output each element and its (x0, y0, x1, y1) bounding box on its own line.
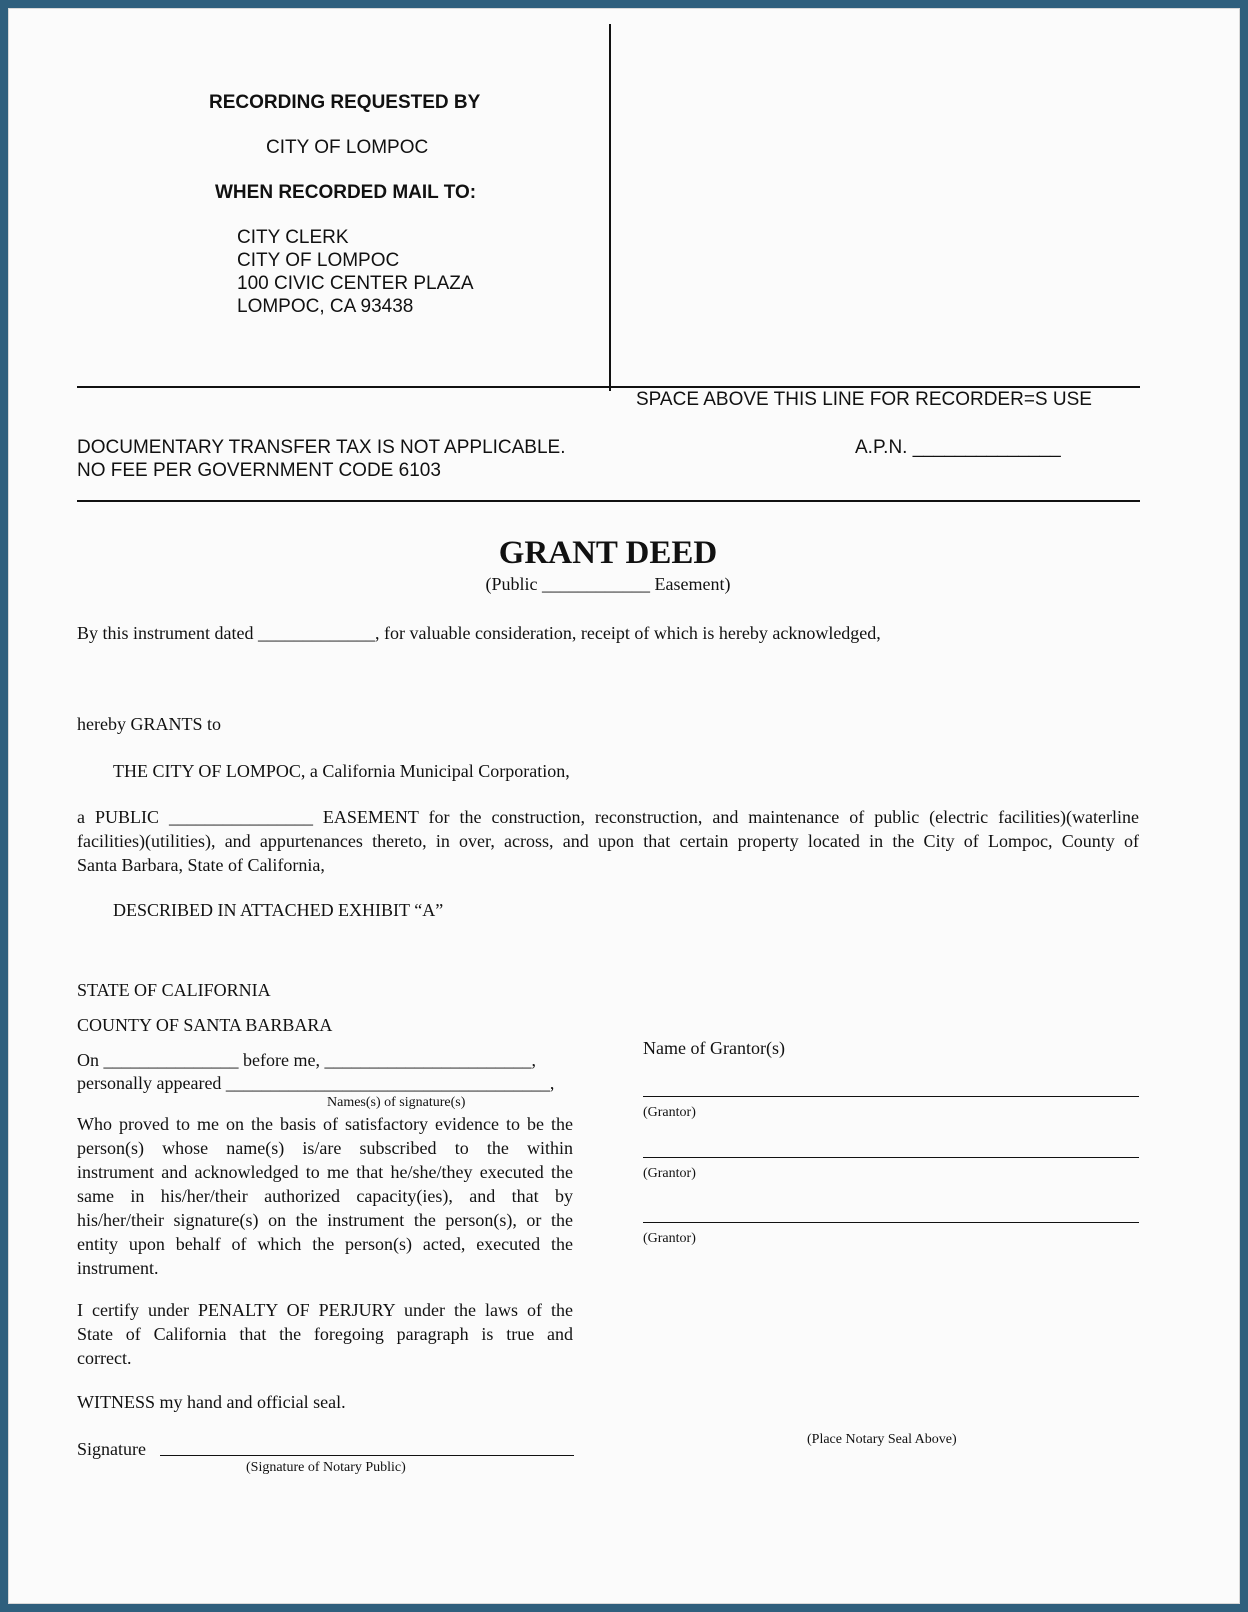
recorder-space-note: SPACE ABOVE THIS LINE FOR RECORDER=S USE (636, 389, 1092, 410)
signature-line (160, 1455, 574, 1456)
proof-line: instrument. (77, 1258, 159, 1278)
easement-line: facilities)(utilities), and appurtenances thereto, in over, across, and upon that certain property located in the City of Lompoc, County of (77, 831, 1139, 851)
address-line: 100 CIVIC CENTER PLAZA (237, 273, 474, 294)
proof-paragraph (77, 1112, 573, 1280)
proof-line: person(s) whose name(s) is/are subscribed to the within (77, 1138, 573, 1158)
grantor-label: (Grantor) (643, 1231, 696, 1246)
mail-to-heading: WHEN RECORDED MAIL TO: (215, 182, 477, 203)
perjury-line: I certify under PENALTY OF PERJURY under the laws of the (77, 1300, 573, 1320)
mail-address (237, 226, 577, 318)
address-line: CITY CLERK (237, 227, 349, 248)
grantor-heading: Name of Grantor(s) (643, 1038, 785, 1058)
proof-line: Who proved to me on the basis of satisfactory evidence to be the (77, 1114, 573, 1134)
witness-line: WITNESS my hand and official seal. (77, 1392, 346, 1412)
proof-line: entity upon behalf of which the person(s) acted, executed the (77, 1234, 573, 1254)
easement-line: Santa Barbara, State of California, (77, 855, 325, 875)
apn-field: A.P.N. ______________ (855, 437, 1061, 458)
recorder-divider-vertical (609, 24, 611, 391)
state-heading: STATE OF CALIFORNIA (77, 980, 271, 1000)
address-line: CITY OF LOMPOC (237, 250, 400, 271)
requester-name: CITY OF LOMPOC (266, 137, 429, 158)
instrument-clause: By this instrument dated _____________, for valuable consideration, receipt of which is hereby acknowledged, (77, 623, 881, 643)
tax-line-2: NO FEE PER GOVERNMENT CODE 6103 (77, 460, 441, 481)
proof-line: same in his/her/their authorized capacity(ies), and that by (77, 1186, 573, 1206)
document-title: GRANT DEED (498, 535, 718, 571)
described-clause: DESCRIBED IN ATTACHED EXHIBIT “A” (113, 900, 444, 920)
signature-caption: (Signature of Notary Public) (246, 1460, 406, 1475)
grantor-signature-line (643, 1096, 1139, 1097)
perjury-line: correct. (77, 1348, 132, 1368)
grantor-signature-line (643, 1222, 1139, 1223)
grantor-signature-line (643, 1157, 1139, 1158)
document-page (8, 8, 1240, 1604)
grants-clause: hereby GRANTS to (77, 714, 221, 734)
easement-paragraph (77, 805, 1139, 877)
perjury-paragraph (77, 1298, 573, 1370)
grantor-label: (Grantor) (643, 1166, 696, 1181)
grantor-label: (Grantor) (643, 1105, 696, 1120)
proof-line: his/her/their signature(s) on the instrument the person(s), or the (77, 1210, 573, 1230)
notary-on-line: On _______________ before me, _______________________, (77, 1050, 536, 1070)
easement-line: a PUBLIC ________________ EASEMENT for the construction, reconstruction, and maintenance of public (electric facilities)(waterline (77, 807, 1139, 827)
recording-requested-heading: RECORDING REQUESTED BY (209, 92, 481, 113)
address-line: LOMPOC, CA 93438 (237, 296, 414, 317)
tax-line-1: DOCUMENTARY TRANSFER TAX IS NOT APPLICABLE. (77, 437, 566, 458)
perjury-line: State of California that the foregoing paragraph is true and (77, 1324, 573, 1344)
tax-divider (77, 500, 1140, 502)
names-caption: Names(s) of signature(s) (327, 1095, 466, 1110)
signature-label: Signature (77, 1439, 146, 1459)
county-heading: COUNTY OF SANTA BARBARA (77, 1015, 333, 1035)
notary-seal-caption: (Place Notary Seal Above) (807, 1432, 957, 1447)
recorder-line (77, 386, 1140, 388)
personally-appeared-line: personally appeared ____________________________________, (77, 1073, 555, 1093)
proof-line: instrument and acknowledged to me that he/she/they executed the (77, 1162, 573, 1182)
grantee-clause: THE CITY OF LOMPOC, a California Municipal Corporation, (113, 761, 570, 781)
document-subtitle: (Public ____________ Easement) (485, 574, 731, 594)
